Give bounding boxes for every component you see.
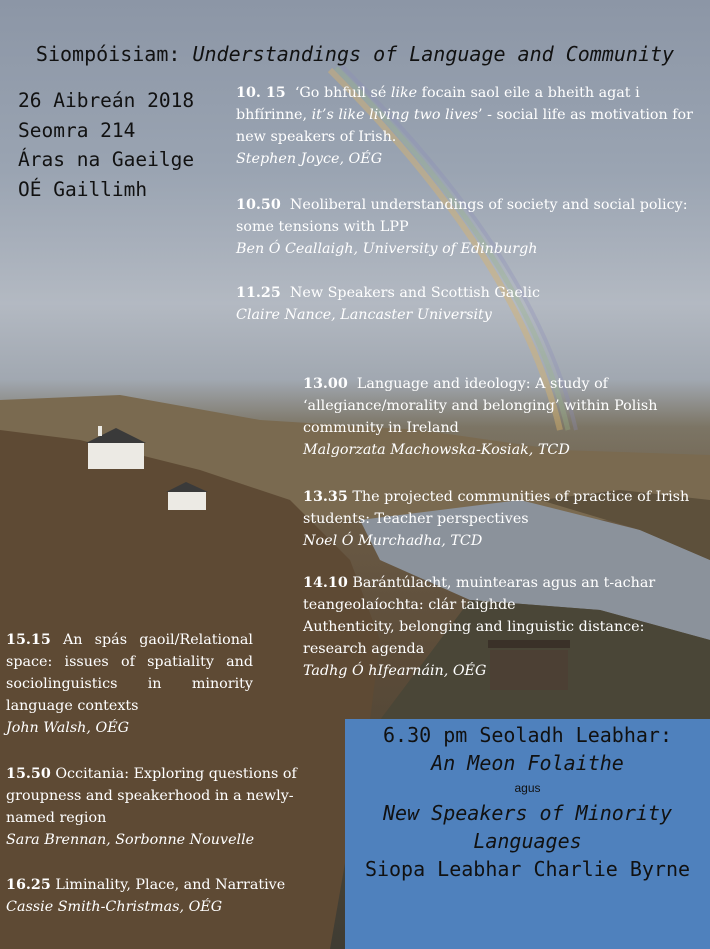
talk-time: 15.50 [6,766,51,782]
talk-time: 10. 15 [236,85,286,101]
book-launch-box [345,719,710,949]
talk-text: Language and ideology: A study of ‘allegiance/morality and belonging’ within Polish community in Ireland [303,376,658,436]
venue-date: 26 Aibreán 2018 [18,89,195,112]
launch-venue: Siopa Leabhar Charlie Byrne [364,857,691,881]
talk-speaker: Ben Ó Ceallaigh, University of Edinburgh [236,241,538,257]
talk-time: 14.10 [303,575,348,591]
talk-speaker: Malgorzata Machowska-Kosiak, TCD [303,442,570,458]
talk-speaker: Tadhg Ó hIfearnáin, OÉG [303,663,487,679]
talk-speaker: Claire Nance, Lancaster University [236,307,492,323]
talk-text-part: ’ - social life as motivation for new speakers of Irish. [236,107,694,145]
talk-1515 [6,629,253,739]
talk-1550 [6,763,312,851]
launch-book-title-1: An Meon Folaithe [431,751,624,775]
venue-room: Seomra 214 [18,118,136,142]
talk-time: 13.35 [303,489,348,505]
launch-conjunction: agus [514,781,541,795]
title-italic: Understandings of Language and Community [192,42,675,66]
talk-1300 [303,373,698,461]
talk-1625 [6,874,326,918]
talk-time: 15.15 [6,632,51,648]
talk-text: Liminality, Place, and Narrative [55,877,286,893]
talk-1410 [303,572,698,682]
talk-speaker: Cassie Smith-Christmas, OÉG [6,899,223,915]
launch-book-title-2: New Speakers of Minority Languages [383,801,672,853]
talk-text-italic: it’s like living two lives [311,107,479,123]
talk-speaker: Noel Ó Murchadha, TCD [303,533,483,549]
talk-text: Barántúlacht, muintearas agus an t-achar teangeolaíochta: clár taighde [303,575,656,613]
launch-time-heading: 6.30 pm Seoladh Leabhar: [383,723,672,747]
talk-1125 [236,282,706,326]
venue-block [18,86,194,204]
talk-1015 [236,82,696,170]
talk-text: An spás gaoil/Relational space: issues of spatiality and sociolinguistics in minority language contexts [6,632,253,714]
symposium-title [0,42,710,66]
talk-speaker: Sara Brennan, Sorbonne Nouvelle [6,832,255,848]
title-prefix: Siompóisiam: [35,42,181,66]
talk-text-italic: like [390,85,418,101]
talk-time: 10.50 [236,197,281,213]
talk-text-english: Authenticity, belonging and linguistic distance: research agenda [303,619,645,657]
talk-text-part: ‘Go bhfuil sé [294,85,391,101]
talk-text: New Speakers and Scottish Gaelic [289,285,540,301]
venue-building: Áras na Gaeilge [18,148,195,171]
talk-text: Neoliberal understandings of society and social policy: some tensions with LPP [236,197,688,235]
talk-time: 11.25 [236,285,281,301]
talk-text: The projected communities of practice of Irish students: Teacher perspectives [303,489,690,527]
talk-speaker: Stephen Joyce, OÉG [236,151,383,167]
talk-1050 [236,194,706,260]
talk-time: 13.00 [303,376,348,392]
talk-text-part: focain saol eile a bheith agat i bhfírinne, [236,85,640,123]
talk-1335 [303,486,698,552]
venue-institution: OÉ Gaillimh [18,177,148,201]
talk-time: 16.25 [6,877,51,893]
talk-speaker: John Walsh, OÉG [6,720,130,736]
talk-text: Occitania: Exploring questions of groupness and speakerhood in a newly-named region [6,766,297,826]
